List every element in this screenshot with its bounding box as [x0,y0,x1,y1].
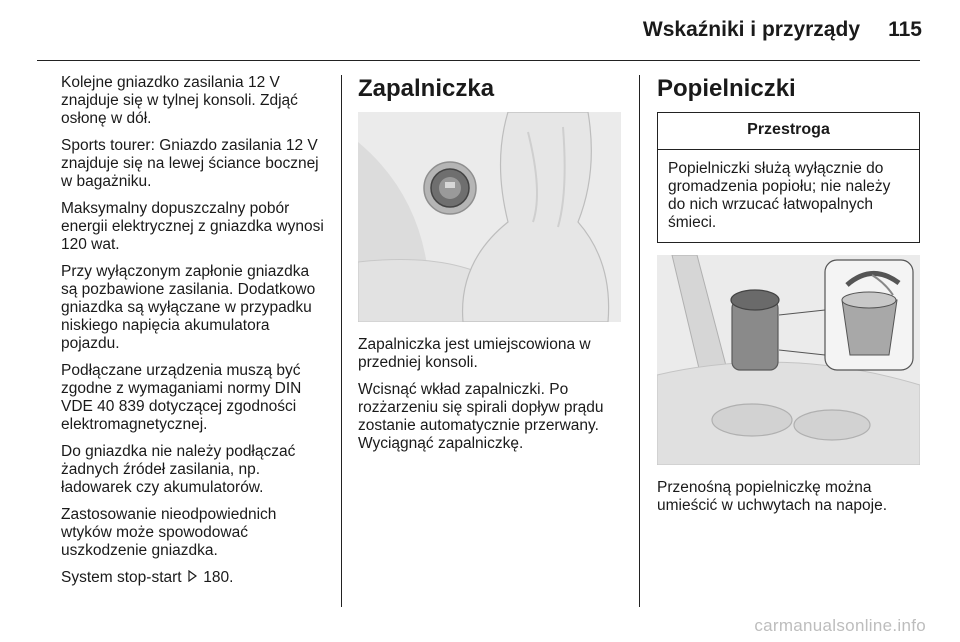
cross-reference-page: 180. [203,569,234,586]
header-title: Wskaźniki i przyrządy [642,18,860,41]
watermark: carmanualsonline.info [754,616,926,635]
arrow-right-icon [188,569,197,587]
page-number: 115 [888,18,922,41]
ashtray-illustration [657,255,920,465]
column-divider-1 [341,75,342,607]
cross-reference-text: System stop-start [61,569,182,586]
column-1 [61,74,327,596]
section-heading-ashtrays: Popielniczki [657,75,796,102]
paragraph: Do gniazdka nie należy podłączać żadnych źródeł zasilania, np. ładowarek czy akumulatorów. [61,443,296,496]
header-rule [37,60,920,61]
warning-text: Popielniczki służą wyłącznie do gromadzenia popiołu; nie należy do nich wrzucać łatwopalnych śmieci. [668,160,891,231]
paragraph: Sports tourer: Gniazdo zasilania 12 V znajduje się na lewej ściance bocznej w bagażniku. [61,137,319,190]
paragraph: Podłączane urządzenia muszą być zgodne z wymaganiami normy DIN VDE 40 839 dotyczącej zgodności elektromagnetycznej. [61,362,302,433]
section-heading-lighter: Zapalniczka [358,75,495,102]
paragraph: Maksymalny dopuszczalny pobór energii elektrycznej z gniazdka wynosi 120 wat. [61,200,324,253]
paragraph: Zapalniczka jest umiejscowiona w przedniej konsoli. [358,336,591,371]
paragraph: Wcisnąć wkład zapalniczki. Po rozżarzeniu się spirali dopływ prądu zostanie automatycznie przerwany. Wyciągnąć zapalniczkę. [358,381,604,452]
paragraph: Zastosowanie nieodpowiednich wtyków może spowodować uszkodzenie gniazdka. [61,506,277,559]
lighter-illustration [358,112,621,322]
column-2 [358,74,623,462]
paragraph: Przy wyłączonym zapłonie gniazdka są pozbawione zasilania. Dodatkowo gniazdka są wyłączane w przypadku niskiego napięcia akumulatora pojazdu. [61,263,316,352]
cross-reference[interactable] [61,569,327,587]
warning-box [657,112,920,243]
warning-title: Przestroga [658,113,919,150]
column-3 [657,74,920,524]
column-divider-2 [639,75,640,607]
paragraph: Kolejne gniazdko zasilania 12 V znajduje się w tylnej konsoli. Zdjąć osłonę w dół. [61,74,298,127]
paragraph: Przenośną popielniczkę można umieścić w uchwytach na napoje. [657,479,888,514]
